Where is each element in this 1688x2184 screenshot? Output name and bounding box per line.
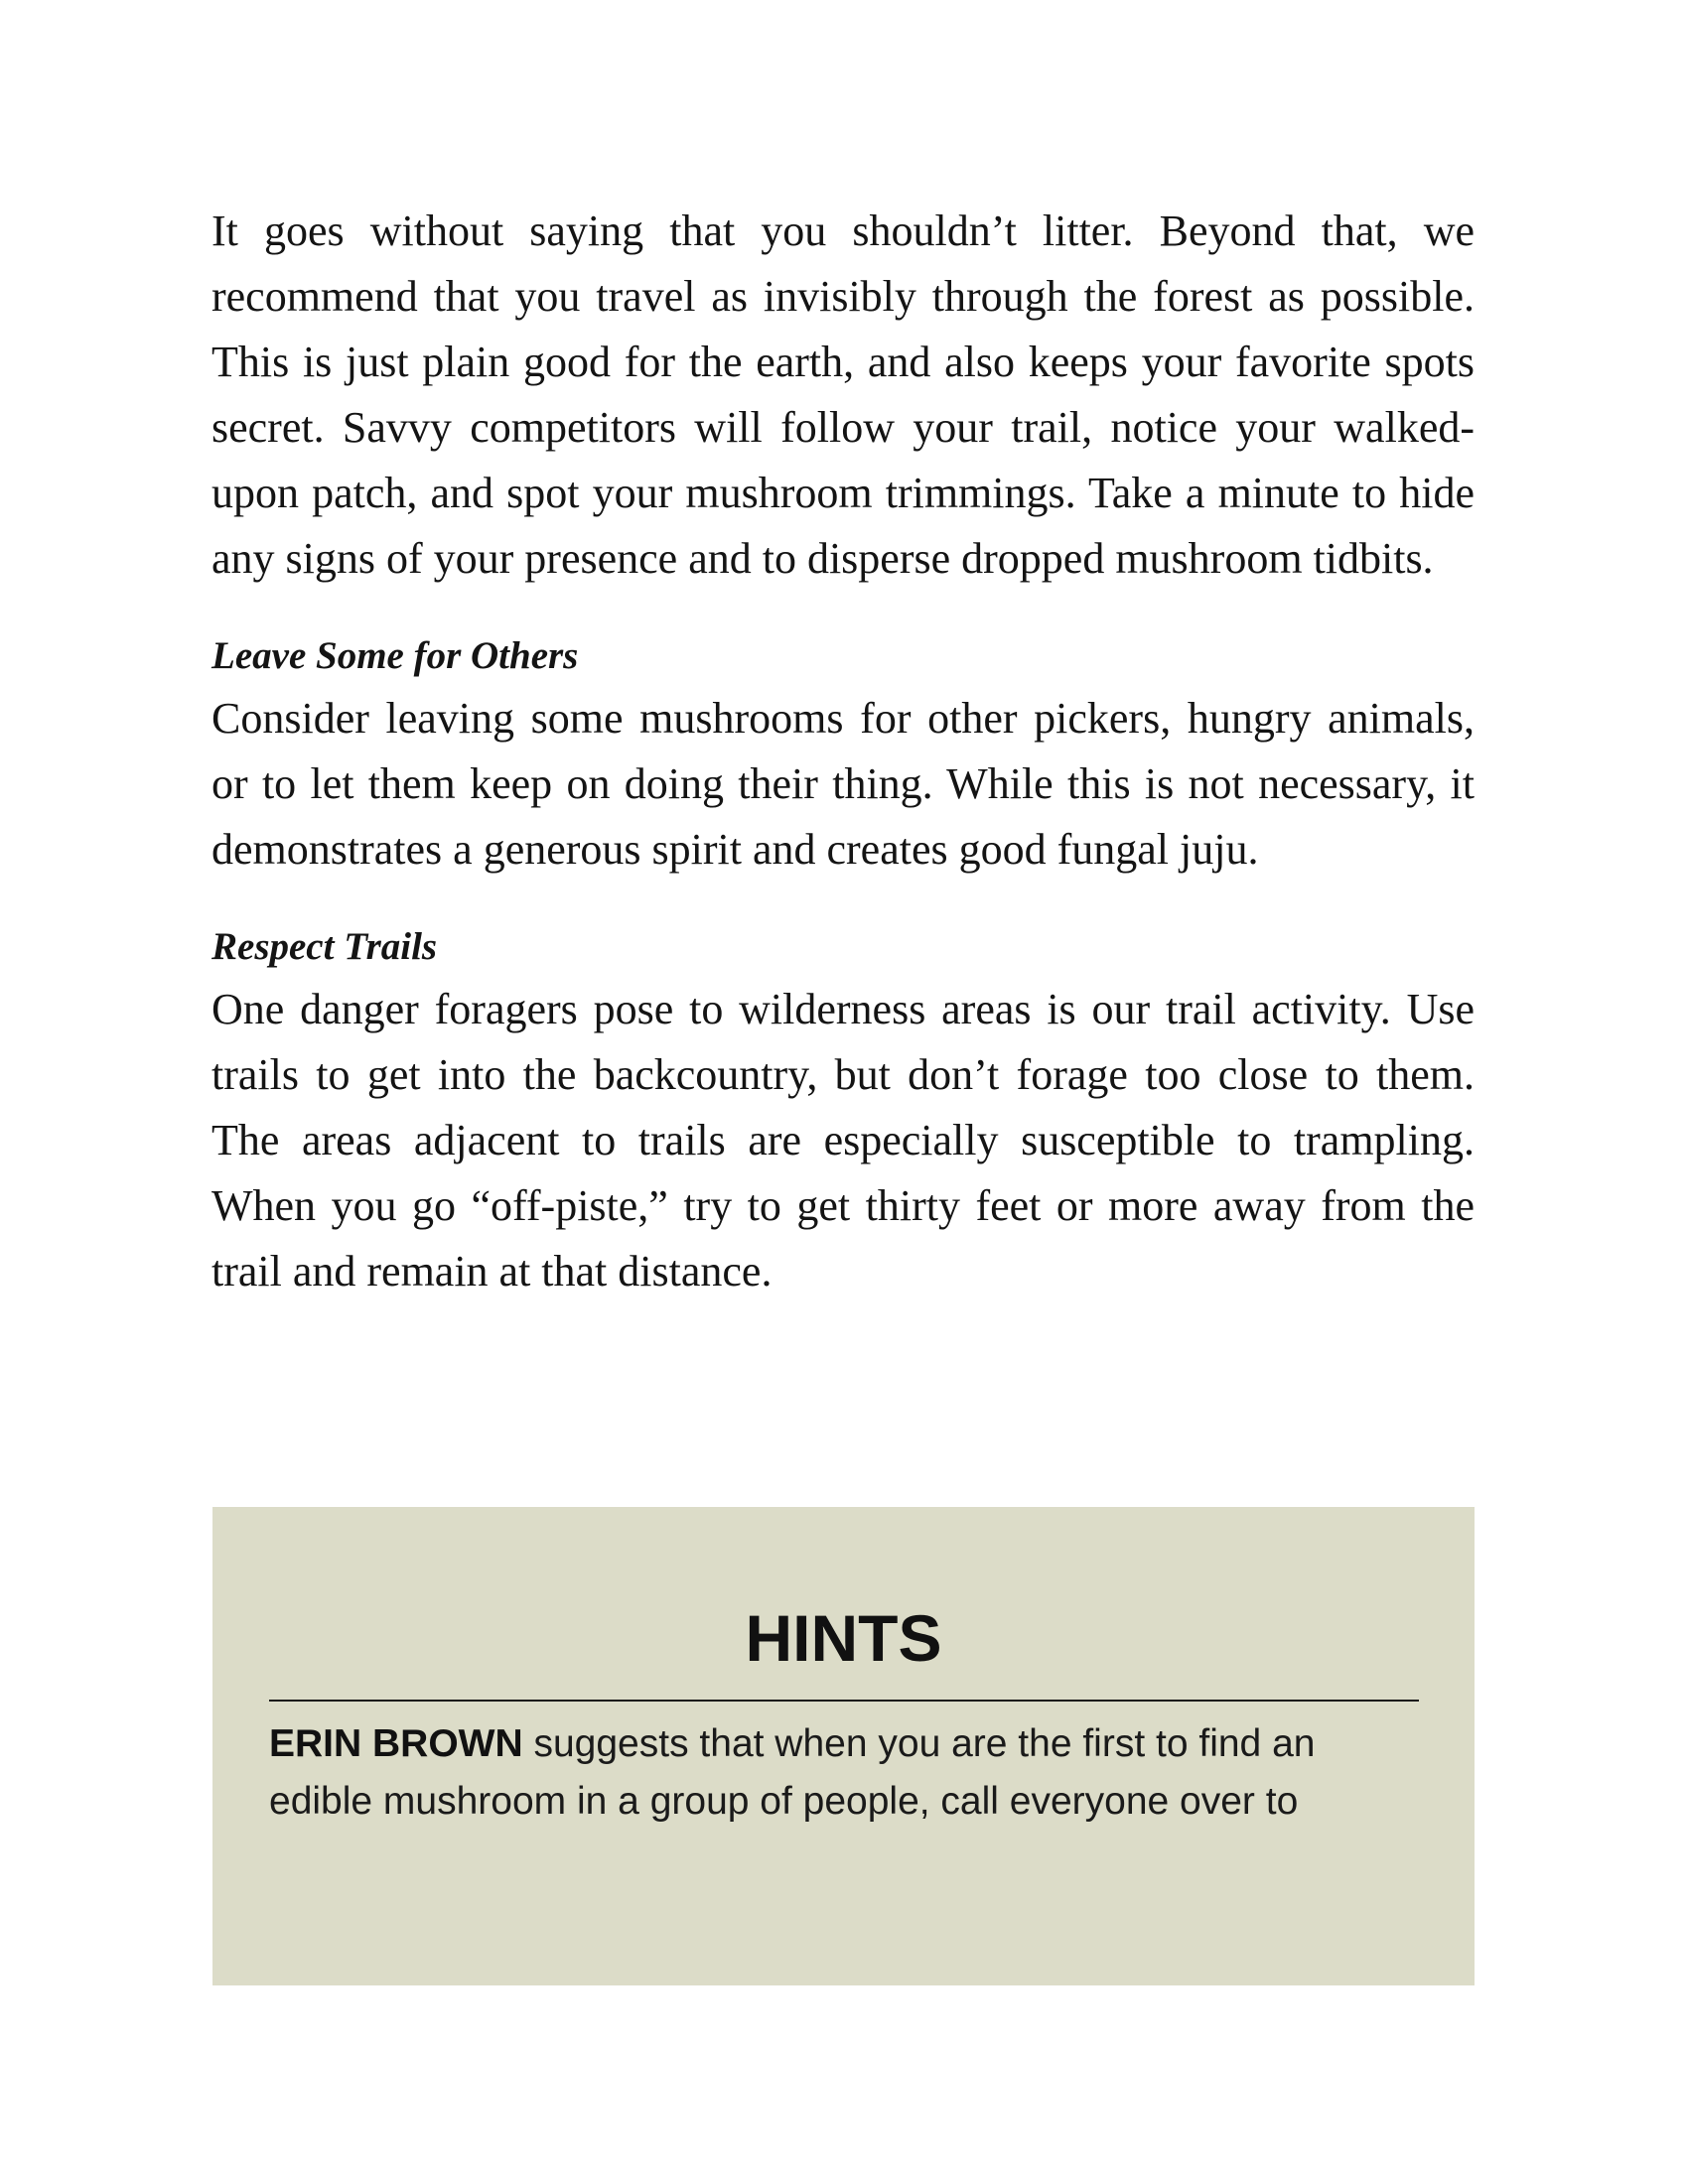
hints-author-name: ERIN BROWN (269, 1722, 523, 1765)
hints-divider (269, 1700, 1419, 1702)
section-heading-respect-trails: Respect Trails (211, 925, 438, 968)
hints-body: suggests that when you are the first to find an edible mushroom in a group of people, call everyone over to (269, 1722, 1316, 1823)
main-content (211, 199, 1475, 1304)
hints-title: HINTS (745, 1601, 942, 1675)
hints-box (212, 1507, 1475, 1985)
section-paragraph-respect-trails: One danger foragers pose to wilderness areas is our trail activity. Use trails to get into the backcountry, but don’t forage too close to them. The areas adjacent to trails are especially susceptible to trampling. When you go “off-piste,” try to get thirty feet or more away from the trail and remain at that distance. (211, 985, 1475, 1296)
intro-paragraph: It goes without saying that you shouldn’t litter. Beyond that, we recommend that you travel as invisibly through the forest as possible. This is just plain good for the earth, and also keeps your favorite spots secret. Savvy competitors will follow your trail, notice your walked-upon patch, and spot your mushroom trimmings. Take a minute to hide any signs of your presence and to disperse dropped mushroom tidbits. (211, 206, 1475, 583)
hints-text (269, 1715, 1419, 1831)
section-heading-leave-some: Leave Some for Others (211, 634, 579, 677)
section-paragraph-leave-some: Consider leaving some mushrooms for other pickers, hungry animals, or to let them keep on doing their thing. While this is not necessary, it demonstrates a generous spirit and creates good fungal juju. (211, 694, 1475, 874)
